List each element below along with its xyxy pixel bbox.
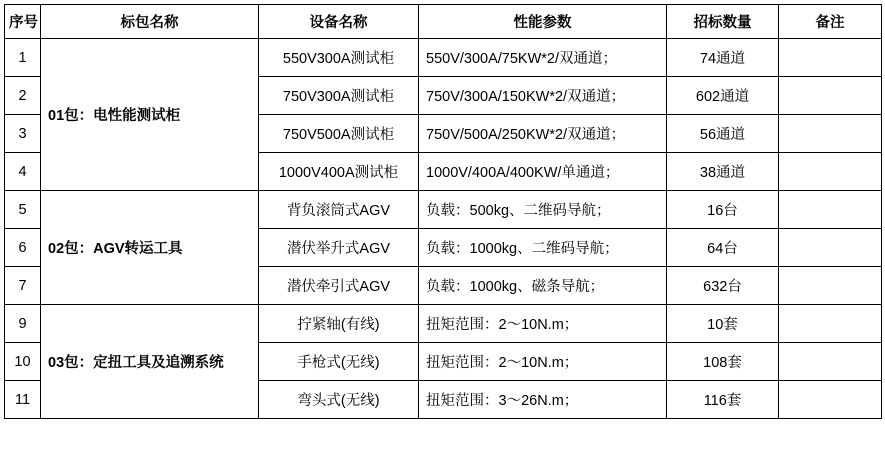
cell-performance-param: 负载：1000kg、二维码导航； xyxy=(419,229,667,267)
cell-performance-param: 负载：1000kg、磁条导航； xyxy=(419,267,667,305)
table-header xyxy=(5,5,882,39)
cell-device-name: 背负滚筒式AGV xyxy=(259,191,419,229)
cell-seq: 2 xyxy=(5,77,41,115)
cell-quantity: 10套 xyxy=(667,305,779,343)
table-row xyxy=(5,305,882,343)
column-header-remark: 备注 xyxy=(779,5,882,39)
table-row xyxy=(5,191,882,229)
cell-quantity: 74通道 xyxy=(667,39,779,77)
cell-seq: 9 xyxy=(5,305,41,343)
cell-remark xyxy=(779,229,882,267)
cell-device-name: 550V300A测试柜 xyxy=(259,39,419,77)
column-header-package: 标包名称 xyxy=(41,5,259,39)
column-header-seq: 序号 xyxy=(5,5,41,39)
cell-device-name: 1000V400A测试柜 xyxy=(259,153,419,191)
cell-device-name: 潜伏举升式AGV xyxy=(259,229,419,267)
cell-quantity: 108套 xyxy=(667,343,779,381)
cell-quantity: 116套 xyxy=(667,381,779,419)
cell-seq: 5 xyxy=(5,191,41,229)
column-header-quantity: 招标数量 xyxy=(667,5,779,39)
cell-performance-param: 负载：500kg、二维码导航； xyxy=(419,191,667,229)
cell-package-name: 01包：电性能测试柜 xyxy=(41,39,259,191)
cell-device-name: 手枪式(无线) xyxy=(259,343,419,381)
cell-seq: 6 xyxy=(5,229,41,267)
cell-remark xyxy=(779,305,882,343)
table-row xyxy=(5,39,882,77)
cell-quantity: 56通道 xyxy=(667,115,779,153)
cell-device-name: 潜伏牵引式AGV xyxy=(259,267,419,305)
cell-device-name: 拧紧轴(有线) xyxy=(259,305,419,343)
cell-quantity: 64台 xyxy=(667,229,779,267)
cell-performance-param: 扭矩范围：3～26N.m； xyxy=(419,381,667,419)
bid-items-table xyxy=(4,4,882,419)
cell-performance-param: 550V/300A/75KW*2/双通道； xyxy=(419,39,667,77)
cell-remark xyxy=(779,191,882,229)
cell-remark xyxy=(779,381,882,419)
cell-quantity: 632台 xyxy=(667,267,779,305)
cell-seq: 3 xyxy=(5,115,41,153)
cell-performance-param: 扭矩范围：2～10N.m； xyxy=(419,343,667,381)
cell-remark xyxy=(779,267,882,305)
table-body xyxy=(5,39,882,419)
cell-device-name: 750V500A测试柜 xyxy=(259,115,419,153)
cell-seq: 7 xyxy=(5,267,41,305)
column-header-param: 性能参数 xyxy=(419,5,667,39)
cell-remark xyxy=(779,343,882,381)
cell-remark xyxy=(779,153,882,191)
cell-quantity: 602通道 xyxy=(667,77,779,115)
cell-remark xyxy=(779,77,882,115)
table-header-row xyxy=(5,5,882,39)
cell-package-name: 02包：AGV转运工具 xyxy=(41,191,259,305)
cell-remark xyxy=(779,115,882,153)
cell-remark xyxy=(779,39,882,77)
cell-seq: 10 xyxy=(5,343,41,381)
cell-seq: 1 xyxy=(5,39,41,77)
cell-device-name: 弯头式(无线) xyxy=(259,381,419,419)
cell-device-name: 750V300A测试柜 xyxy=(259,77,419,115)
cell-performance-param: 750V/300A/150KW*2/双通道； xyxy=(419,77,667,115)
cell-quantity: 38通道 xyxy=(667,153,779,191)
cell-performance-param: 1000V/400A/400KW/单通道； xyxy=(419,153,667,191)
cell-package-name: 03包：定扭工具及追溯系统 xyxy=(41,305,259,419)
cell-seq: 11 xyxy=(5,381,41,419)
column-header-device: 设备名称 xyxy=(259,5,419,39)
cell-seq: 4 xyxy=(5,153,41,191)
cell-quantity: 16台 xyxy=(667,191,779,229)
cell-performance-param: 750V/500A/250KW*2/双通道； xyxy=(419,115,667,153)
cell-performance-param: 扭矩范围：2～10N.m； xyxy=(419,305,667,343)
